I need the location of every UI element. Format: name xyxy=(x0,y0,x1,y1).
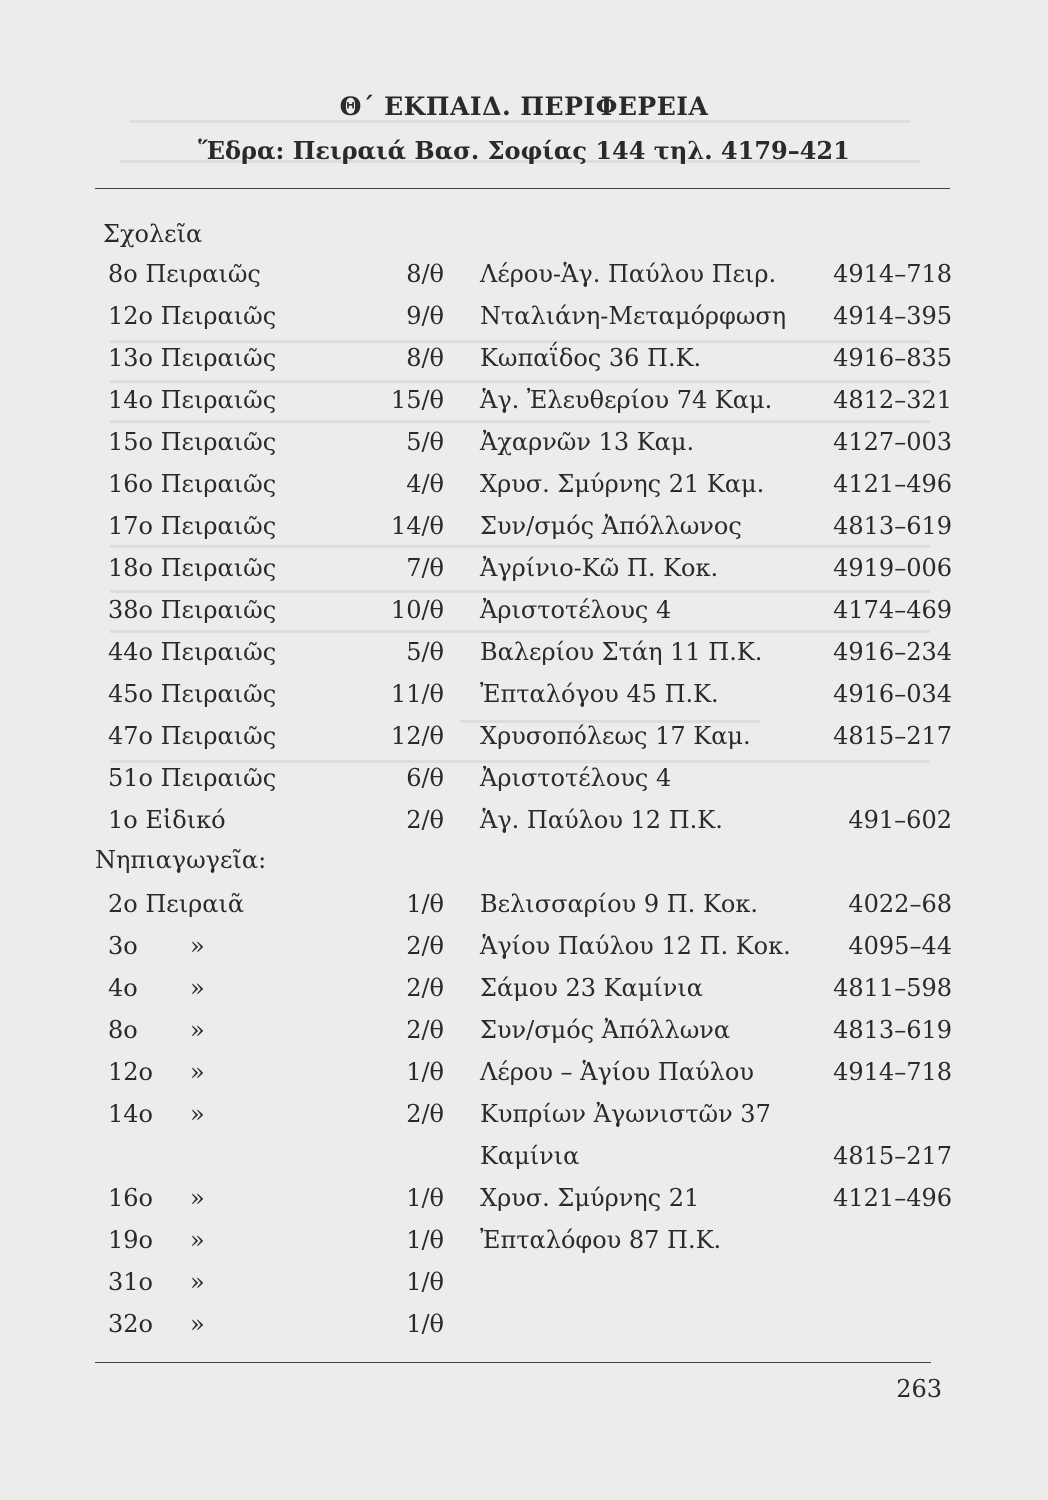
school-address: Ἀγρίνιο-Κῶ Π. Κοκ. xyxy=(480,554,719,582)
school-phone: 4812–321 xyxy=(833,386,952,414)
table-row xyxy=(0,722,1048,762)
class-count: 12/θ xyxy=(390,722,444,750)
school-name: 15ο Πειραιῶς xyxy=(108,428,277,456)
kindergarten-number: 31ο xyxy=(108,1268,153,1296)
table-row xyxy=(0,638,1048,678)
kindergarten-address: Σάμου 23 Καμίνια xyxy=(480,974,703,1002)
class-count: 7/θ xyxy=(406,554,444,582)
class-count: 1/θ xyxy=(406,1310,444,1338)
table-row xyxy=(0,344,1048,384)
school-phone: 4916–835 xyxy=(833,344,952,372)
class-count: 1/θ xyxy=(406,1184,444,1212)
kindergarten-address: Χρυσ. Σμύρνης 21 xyxy=(480,1184,700,1212)
school-phone: 4916–034 xyxy=(833,680,952,708)
class-count: 2/θ xyxy=(406,806,444,834)
school-address: Ἁγ. Ἐλευθερίου 74 Καμ. xyxy=(480,386,773,414)
school-phone: 491–602 xyxy=(848,806,952,834)
kindergarten-number: 32ο xyxy=(108,1310,153,1338)
class-count: 1/θ xyxy=(406,1226,444,1254)
school-address: Ἀριστοτέλους 4 xyxy=(480,596,672,624)
class-count: 8/θ xyxy=(406,344,444,372)
table-row xyxy=(0,1058,1048,1098)
school-address: Ἐπταλόγου 45 Π.Κ. xyxy=(480,680,719,708)
school-phone: 4914–395 xyxy=(833,302,952,330)
table-row xyxy=(0,260,1048,300)
table-row xyxy=(0,1142,1048,1182)
kindergarten-number: 14ο xyxy=(108,1100,153,1128)
class-count: 9/θ xyxy=(406,302,444,330)
school-phone: 4813–619 xyxy=(833,512,952,540)
page-title: Θ΄ ΕΚΠΑΙΔ. ΠΕΡΙΦΕΡΕΙΑ xyxy=(339,92,709,121)
kindergarten-number: 12ο xyxy=(108,1058,153,1086)
school-phone: 4919–006 xyxy=(833,554,952,582)
header-rule xyxy=(95,188,950,189)
class-count: 15/θ xyxy=(390,386,444,414)
class-count: 14/θ xyxy=(390,512,444,540)
kindergarten-address: Ἐπταλόφου 87 Π.Κ. xyxy=(480,1226,722,1254)
table-row xyxy=(0,428,1048,468)
class-count: 5/θ xyxy=(406,638,444,666)
ditto-mark: » xyxy=(190,1016,205,1044)
school-phone: 4916–234 xyxy=(833,638,952,666)
class-count: 8/θ xyxy=(406,260,444,288)
school-name: 16ο Πειραιῶς xyxy=(108,470,277,498)
school-address: Ἁγ. Παύλου 12 Π.Κ. xyxy=(480,806,723,834)
class-count: 2/θ xyxy=(406,974,444,1002)
kindergarten-phone: 4121–496 xyxy=(833,1184,952,1212)
kindergarten-address: Κυπρίων Ἀγωνιστῶν 37 xyxy=(480,1100,771,1128)
school-name: 45ο Πειραιῶς xyxy=(108,680,277,708)
table-row xyxy=(0,470,1048,510)
ditto-mark: » xyxy=(190,1310,205,1338)
ditto-mark: » xyxy=(190,1100,205,1128)
kindergarten-number: 16ο xyxy=(108,1184,153,1212)
school-name: 51ο Πειραιῶς xyxy=(108,764,277,792)
school-phone: 4121–496 xyxy=(833,470,952,498)
school-phone: 4174–469 xyxy=(833,596,952,624)
kindergarten-number: 3ο xyxy=(108,932,138,960)
school-phone: 4127–003 xyxy=(833,428,952,456)
kindergarten-address: Καμίνια xyxy=(480,1142,580,1170)
table-row xyxy=(0,890,1048,930)
table-row xyxy=(0,1268,1048,1308)
school-address: Νταλιάνη-Μεταμόρφωση xyxy=(480,302,787,330)
kindergarten-phone: 4022–68 xyxy=(848,890,952,918)
kindergarten-address: Λέρου – Ἁγίου Παύλου xyxy=(480,1058,754,1086)
table-row xyxy=(0,386,1048,426)
class-count: 1/θ xyxy=(406,1268,444,1296)
school-address: Ἀριστοτέλους 4 xyxy=(480,764,672,792)
school-phone: 4914–718 xyxy=(833,260,952,288)
school-address: Χρυσοπόλεως 17 Καμ. xyxy=(480,722,751,750)
table-row xyxy=(0,596,1048,636)
school-address: Συν/σμός Ἀπόλλωνος xyxy=(480,512,742,540)
section-label-schools: Σχολεῖα xyxy=(103,220,203,248)
school-name: 44ο Πειραιῶς xyxy=(108,638,277,666)
school-name: 1ο Εἰδικό xyxy=(108,806,226,834)
school-name: 38ο Πειραιῶς xyxy=(108,596,277,624)
ditto-mark: » xyxy=(190,974,205,1002)
class-count: 1/θ xyxy=(406,890,444,918)
kindergarten-number: 4ο xyxy=(108,974,138,1002)
school-name: 14ο Πειραιῶς xyxy=(108,386,277,414)
school-name: 12ο Πειραιῶς xyxy=(108,302,277,330)
table-row xyxy=(0,680,1048,720)
ditto-mark: » xyxy=(190,1226,205,1254)
class-count: 2/θ xyxy=(406,1100,444,1128)
class-count: 10/θ xyxy=(390,596,444,624)
school-name: 13ο Πειραιῶς xyxy=(108,344,277,372)
table-row xyxy=(0,512,1048,552)
school-address: Κωπαΐδος 36 Π.Κ. xyxy=(480,344,702,372)
school-address: Ἀχαρνῶν 13 Καμ. xyxy=(480,428,695,456)
school-phone: 4815–217 xyxy=(833,722,952,750)
school-name: 17ο Πειραιῶς xyxy=(108,512,277,540)
class-count: 4/θ xyxy=(406,470,444,498)
table-row xyxy=(0,764,1048,804)
school-address: Βαλερίου Στάη 11 Π.Κ. xyxy=(480,638,763,666)
school-address: Λέρου-Ἁγ. Παύλου Πειρ. xyxy=(480,260,777,288)
table-row xyxy=(0,1310,1048,1350)
table-row xyxy=(0,974,1048,1014)
table-row xyxy=(0,1016,1048,1056)
kindergarten-address: Βελισσαρίου 9 Π. Κοκ. xyxy=(480,890,758,918)
class-count: 2/θ xyxy=(406,1016,444,1044)
ditto-mark: » xyxy=(190,1058,205,1086)
ditto-mark: » xyxy=(190,932,205,960)
page-number: 263 xyxy=(896,1375,942,1403)
kindergarten-number: 8ο xyxy=(108,1016,138,1044)
school-name: 8ο Πειραιῶς xyxy=(108,260,261,288)
table-row xyxy=(0,1184,1048,1224)
table-row xyxy=(0,932,1048,972)
ditto-mark: » xyxy=(190,1268,205,1296)
ditto-mark: » xyxy=(190,1184,205,1212)
kindergarten-phone: 4095–44 xyxy=(848,932,952,960)
kindergarten-phone: 4811–598 xyxy=(833,974,952,1002)
kindergarten-phone: 4815–217 xyxy=(833,1142,952,1170)
class-count: 5/θ xyxy=(406,428,444,456)
kindergarten-number: 19ο xyxy=(108,1226,153,1254)
footer-rule xyxy=(95,1362,931,1363)
kindergarten-phone: 4813–619 xyxy=(833,1016,952,1044)
kindergarten-address: Συν/σμός Ἀπόλλωνα xyxy=(480,1016,731,1044)
class-count: 2/θ xyxy=(406,932,444,960)
school-name: 18ο Πειραιῶς xyxy=(108,554,277,582)
kindergarten-address: Ἁγίου Παύλου 12 Π. Κοκ. xyxy=(480,932,791,960)
table-row xyxy=(0,302,1048,342)
class-count: 1/θ xyxy=(406,1058,444,1086)
school-name: 47ο Πειραιῶς xyxy=(108,722,277,750)
section-label-kindergartens: Νηπιαγωγεῖα: xyxy=(95,846,267,874)
office-address-heading: Ἕδρα: Πειραιά Βασ. Σοφίας 144 τηλ. 4179–421 xyxy=(198,136,850,165)
school-address: Χρυσ. Σμύρνης 21 Καμ. xyxy=(480,470,765,498)
class-count: 6/θ xyxy=(406,764,444,792)
table-row xyxy=(0,554,1048,594)
kindergarten-number: 2ο Πειραιᾶ xyxy=(108,890,245,918)
kindergarten-phone: 4914–718 xyxy=(833,1058,952,1086)
class-count: 11/θ xyxy=(390,680,444,708)
table-row xyxy=(0,1100,1048,1140)
table-row xyxy=(0,806,1048,846)
table-row xyxy=(0,1226,1048,1266)
